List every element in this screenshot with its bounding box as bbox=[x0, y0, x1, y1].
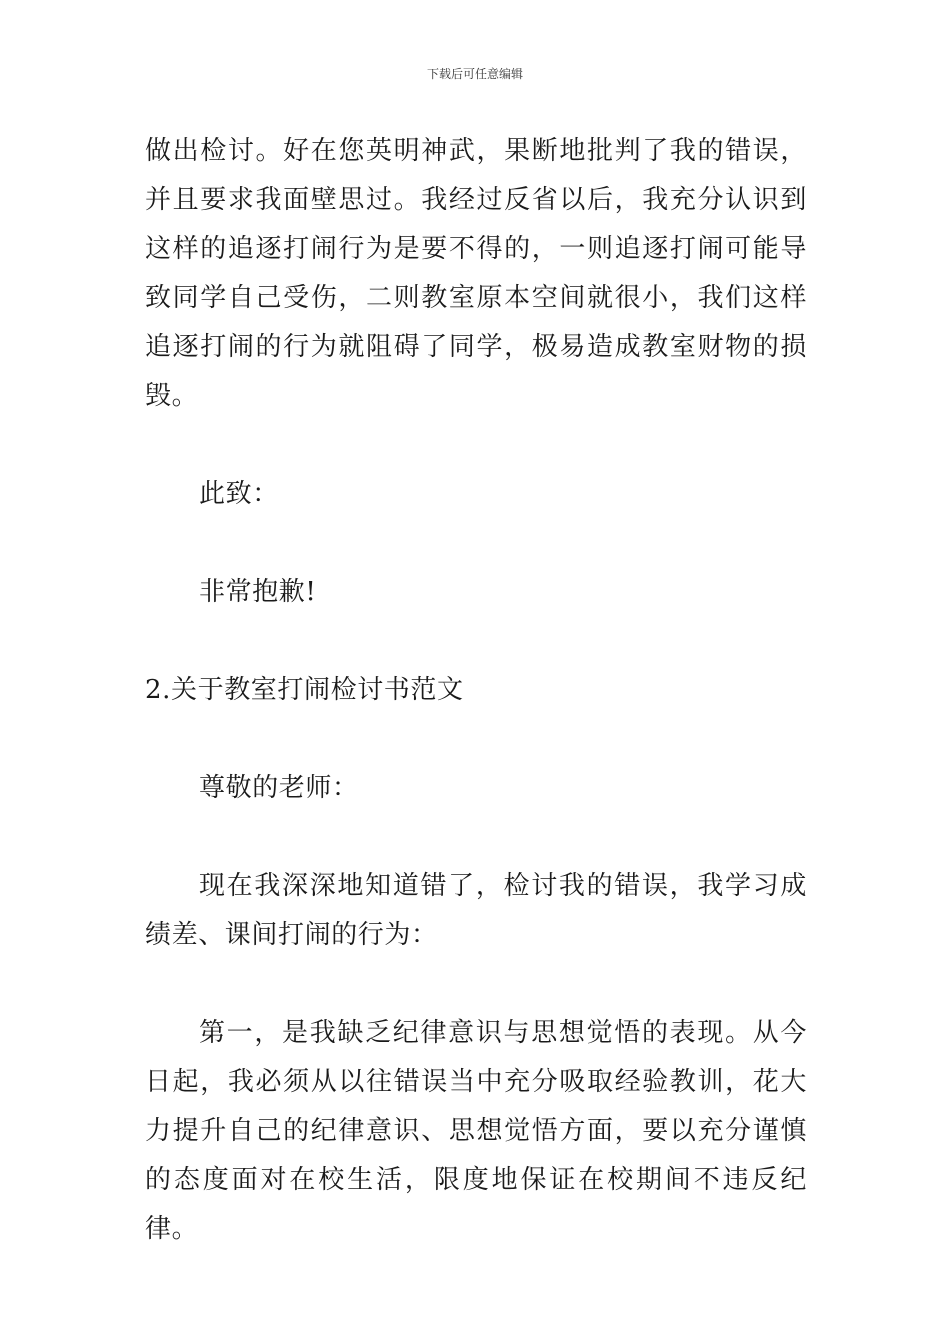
paragraph-continuation: 做出检讨。好在您英明神武，果断地批判了我的错误，并且要求我面壁思过。我经过反省以后，我充分认识到这样的追逐打闹行为是要不得的，一则追逐打闹可能导致同学自己受伤，二则教室原本空间就很小，我们这样追逐打闹的行为就阻碍了同学，极易造成教室财物的损毁。 bbox=[145, 136, 807, 411]
page-header bbox=[0, 66, 950, 82]
section-heading: 2.关于教室打闹检讨书范文 bbox=[145, 675, 464, 705]
paragraph-first-point: 第一，是我缺乏纪律意识与思想觉悟的表现。从今日起，我必须从以往错误当中充分吸取经验教训，花大力提升自己的纪律意识、思想觉悟方面，要以充分谨慎的态度面对在校生活，限度地保证在校期间不违反纪律。 bbox=[145, 1018, 807, 1244]
paragraph-intro: 现在我深深地知道错了，检讨我的错误，我学习成绩差、课间打闹的行为： bbox=[145, 871, 807, 950]
paragraph-salutation-closing: 此致： bbox=[199, 479, 279, 509]
paragraph-apology: 非常抱歉! bbox=[199, 577, 317, 607]
page-header-note: 下载后可任意编辑 bbox=[426, 67, 523, 81]
document-body bbox=[145, 127, 807, 1254]
paragraph-greeting: 尊敬的老师： bbox=[199, 773, 359, 803]
